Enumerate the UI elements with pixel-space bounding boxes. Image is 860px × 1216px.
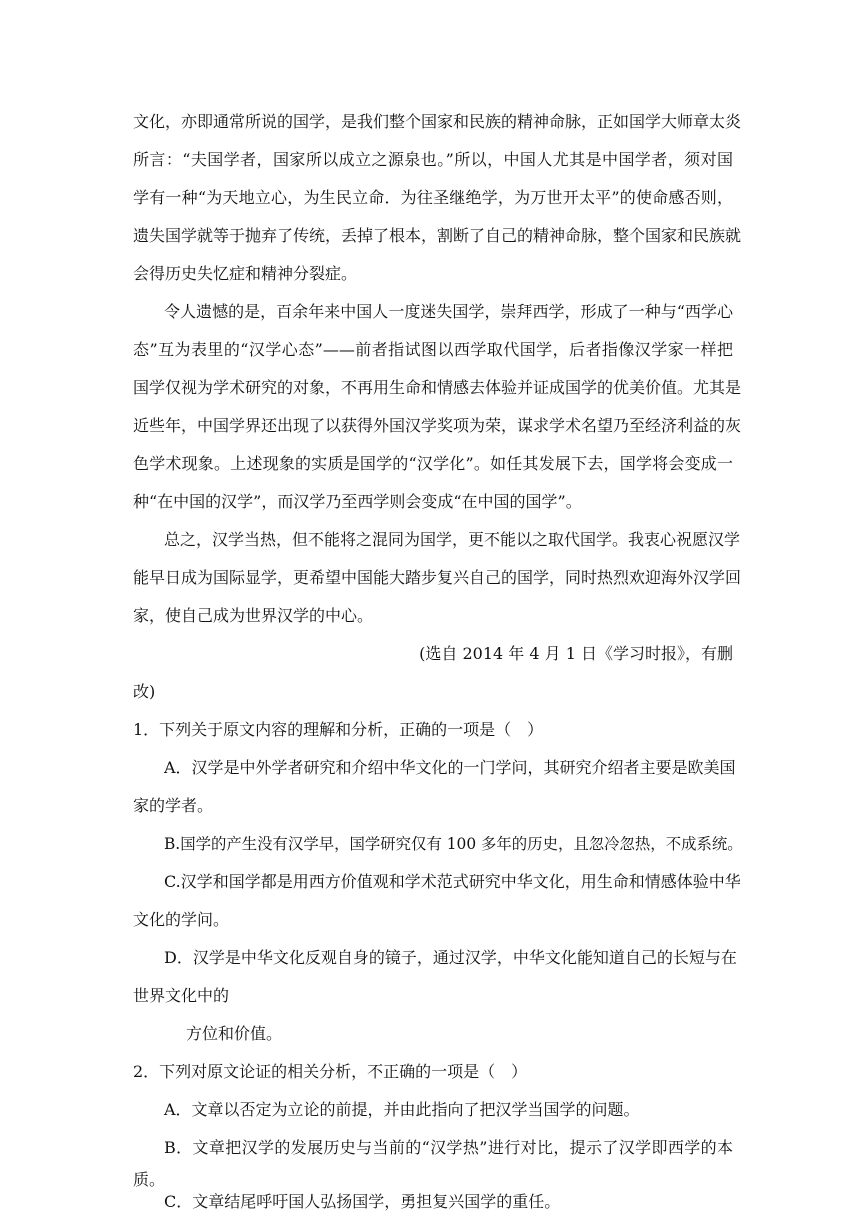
- q2-option-b-cont: 质。: [133, 1170, 166, 1189]
- q1-option-d-cont: 世界文化中的: [133, 986, 230, 1005]
- passage-line: 遗失国学就等于抛弃了传统，丢掉了根本，割断了自己的精神命脉，整个国家和民族就: [133, 226, 742, 245]
- passage-line: 态”互为表里的“汉学心态”——前者指试图以西学取代国学，后者指像汉学家一样把: [133, 340, 733, 359]
- passage-line: 能早日成为国际显学，更希望中国能大踏步复兴自己的国学，同时热烈欢迎海外汉学回: [133, 568, 742, 587]
- q2-option-b: B．文章把汉学的发展历史与当前的“汉学热”进行对比，提示了汉学即西学的本: [164, 1138, 733, 1157]
- q2-option-c: C．文章结尾呼吁国人弘扬国学，勇担复兴国学的重任。: [164, 1192, 561, 1211]
- passage-line: 国学仅视为学术研究的对象，不再用生命和情感去体验并证成国学的优美价值。尤其是: [133, 378, 742, 397]
- passage-line: 所言：“夫国学者，国家所以成立之源泉也。”所以，中国人尤其是中国学者，须对国: [133, 150, 733, 169]
- q1-option-c-cont: 文化的学问。: [133, 910, 230, 929]
- question-2-stem: 2．下列对原文论证的相关分析，不正确的一项是（ ）: [133, 1062, 528, 1081]
- passage-line: 会得历史失忆症和精神分裂症。: [133, 264, 358, 283]
- q1-option-d: D．汉学是中华文化反观自身的镜子，通过汉学，中华文化能知道自己的长短与在: [164, 948, 737, 967]
- passage-line: 令人遗憾的是，百余年来中国人一度迷失国学，崇拜西学，形成了一种与“西学心: [164, 302, 733, 321]
- passage-line: 家，使自己成为世界汉学的中心。: [133, 606, 374, 625]
- passage-line: 种“在中国的汉学”，而汉学乃至西学则会变成“在中国的国学”。: [133, 492, 582, 511]
- q1-option-d-cont2: 方位和价值。: [186, 1024, 283, 1043]
- passage-line: 文化，亦即通常所说的国学，是我们整个国家和民族的精神命脉，正如国学大师章太炎: [133, 112, 742, 131]
- q1-option-a-cont: 家的学者。: [133, 796, 214, 815]
- passage-line: 总之，汉学当热，但不能将之混同为国学，更不能以之取代国学。我衷心祝愿汉学: [164, 530, 741, 549]
- source-citation-cont: 改): [133, 682, 156, 701]
- passage-line: 近些年，中国学界还出现了以获得外国汉学奖项为荣，谋求学术名望乃至经济利益的灰: [133, 416, 742, 435]
- passage-line: 学有一种“为天地立心，为生民立命．为往圣继绝学，为万世开太平”的使命感否则，: [133, 188, 733, 207]
- question-1-stem: 1．下列关于原文内容的理解和分析，正确的一项是（ ）: [133, 720, 544, 739]
- q1-option-a: A．汉学是中外学者研究和介绍中华文化的一门学问，其研究介绍者主要是欧美国: [164, 758, 736, 777]
- passage-line: 色学术现象。上述现象的实质是国学的“汉学化”。如任其发展下去，国学将会变成一: [133, 454, 733, 473]
- source-citation: (选自 2014 年 4 月 1 日《学习时报》，有删: [419, 644, 733, 663]
- q2-option-a: A．文章以否定为立论的前提，并由此指向了把汉学当国学的问题。: [164, 1100, 640, 1119]
- q1-option-c: C.汉学和国学都是用西方价值观和学术范式研究中华文化，用生命和情感体验中华: [164, 872, 741, 891]
- q1-option-b: B.国学的产生没有汉学早，国学研究仅有 100 多年的历史，且忽冷忽热，不成系统。: [164, 835, 743, 853]
